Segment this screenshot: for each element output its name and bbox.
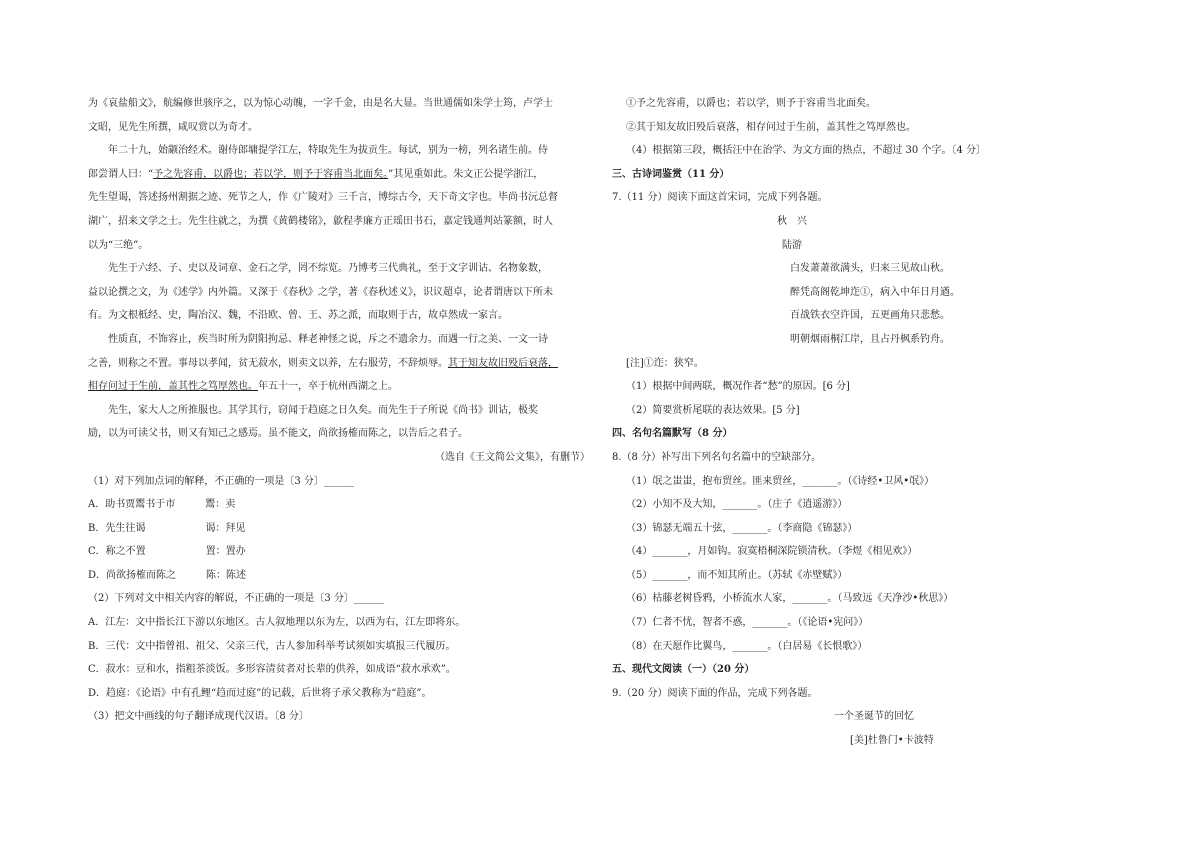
- question-7-2: （2）简要赏析尾联的表达效果。[5 分]: [626, 404, 800, 416]
- question-2: （2）下列对文中相关内容的解说，不正确的一项是〔3 分〕______: [88, 593, 384, 605]
- question-7-1: （1）根据中间两联，概况作者“愁”的原因。[6 分]: [626, 381, 850, 393]
- passage-line: 先生于六经、子、史以及词章、金石之学，罔不综览。乃博考三代典礼，至于文字训诂、名物象数，: [108, 263, 548, 275]
- passage-line: 为《哀盐船文》，航编修世骇序之，以为惊心动魄，一字千金，由是名大显。当世通儒如朱学士筠，卢学士: [88, 98, 553, 109]
- fill-blank-item: （8）在天愿作比翼鸟，_______。（白居易《长恨歌》）: [626, 640, 868, 652]
- poem-line: 明朝烟雨桐江岸，且占丹枫系钓舟。: [790, 333, 950, 345]
- underlined-sentence-1: 予之先容甫，以爵也；若以学，则予于容甫当北面矣。: [153, 168, 389, 180]
- option-c: C．菽水：豆和水，指粗茶淡饭。多形容清贫者对长辈的供养，如成语“菽水承欢”。: [88, 664, 456, 676]
- option-b: B．先生往谒 谒：拜见: [88, 522, 246, 534]
- poem-line: 白发萧萧欲满头，归来三见故山秋。: [790, 263, 950, 275]
- fill-blank-item: （6）枯藤老树昏鸦，小桥流水人家，_______。（马致远《天净沙•秋思》）: [626, 593, 954, 605]
- option-a: A．助书贾鬻书于市 鬻：卖: [88, 499, 236, 511]
- translation-item-2: ②其于知友故旧殁后衰落，相存问过于生前，盖其性之笃厚然也。: [626, 121, 916, 133]
- poem-line: 醉凭高阁乾坤迮①，病入中年日月遒。: [790, 286, 960, 298]
- passage-line: [88, 352, 590, 376]
- passage-line: 益以论撰之文，为《述学》内外篇。又深于《春秋》之学，著《春秋述义》，识议超卓，论者谓唐以下所未: [88, 286, 553, 298]
- poem-line: 百战铁衣空许国，五更画角只悲愁。: [790, 310, 950, 322]
- question-8: 8.（8 分）补写出下列名句名篇中的空缺部分。: [612, 451, 822, 463]
- passage-line: 年二十九，始颛治经术。谢侍郎墉提学江左，特取先生为拔贡生。每试，别为一榜，列名诸生前。侍: [108, 145, 548, 157]
- fill-blank-item: （7）仁者不忧，智者不惑，_______。（《论语•宪问》）: [626, 617, 869, 629]
- question-1: （1）对下列加点词的解释，不正确的一项是〔3 分〕______: [88, 475, 354, 487]
- passage-line: 有。为文根柢经、史，陶冶汉、魏，不沿欧、曾、王、苏之派，而取则于古，故卓然成一家言。: [88, 310, 508, 322]
- poem-title: 秋 兴: [777, 215, 807, 227]
- fill-blank-item: （2）小知不及大知，_______。（庄子《逍遥游》）: [626, 499, 848, 511]
- right-column: [612, 92, 986, 753]
- passage-text: 郎尝谓人曰：“: [88, 168, 154, 180]
- section-heading-recitation: 四、名句名篇默写（8 分）: [612, 428, 733, 440]
- question-7: 7.（11 分）阅读下面这首宋词，完成下列各题。: [612, 192, 828, 204]
- passage-text: 之善，则称之不置。事母以孝闻，贫无菽水，则卖文以养，左右服劳，不辞烦辱。: [88, 357, 448, 369]
- question-3: （3）把文中画线的句子翻译成现代汉语。〔8 分〕: [88, 711, 309, 723]
- underlined-sentence-2: 其于知友故旧殁后衰落，: [448, 357, 558, 369]
- passage-text: 年五十一，卒于杭州西湖之上。: [258, 381, 398, 393]
- option-d: D．趋庭：《论语》中有孔鲤“趋而过庭”的记载，后世将子承父教称为“趋庭”。: [88, 687, 432, 699]
- fill-blank-item: （3）锦瑟无端五十弦，_______。（李商隐《锦瑟》）: [626, 522, 858, 534]
- poem-author: 陆游: [782, 239, 802, 251]
- passage-line: [88, 163, 590, 187]
- passage-line: [88, 375, 590, 399]
- fill-blank-item: （1）氓之蚩蚩，抱布贸丝。匪来贸丝，_______。（《诗经•卫风•氓》）: [626, 475, 935, 487]
- passage-line: 以为“三绝”。: [88, 239, 149, 251]
- section-heading-modern-reading: 五、现代文阅读（一）（20 分）: [612, 664, 755, 676]
- story-title: 一个圣诞节的回忆: [834, 711, 914, 723]
- story-author: [美]杜鲁门•卡波特: [850, 735, 934, 747]
- translation-item-1: ①予之先容甫，以爵也；若以学，则予于容甫当北面矣。: [626, 98, 876, 109]
- passage-line: 励，以为可读父书，则又有知己之感焉。虽不能文，尚欲扬榷而陈之，以告后之君子。: [88, 428, 468, 440]
- section-heading-poetry: 三、古诗词鉴赏（11 分）: [612, 168, 730, 180]
- fill-blank-item: （5）_______，而不知其所止。（苏轼《赤壁赋》）: [626, 569, 848, 581]
- passage-line: 先生望谒，答述扬州割据之迹、死节之人，作《广陵对》三千言，博综古今，天下奇文字也。毕尚书沅总督: [88, 192, 558, 204]
- question-9: 9.（20 分）阅读下面的作品，完成下列各题。: [612, 687, 818, 699]
- fill-blank-item: （4）_______，月如钩。寂寞梧桐深院锁清秋。（李煜《相见欢》）: [626, 546, 918, 558]
- passage-line: 先生，家大人之所推服也。其学其行，窃闻于趋庭之日久矣。而先生于子所说《尚书》训诂，极奖: [108, 404, 538, 416]
- left-column: [88, 92, 590, 729]
- option-b: B．三代：文中指曾祖、祖父、父亲三代，古人参加科举考试须如实填报三代履历。: [88, 640, 456, 652]
- source-note: （选自《王文简公文集》，有删节）: [435, 451, 590, 463]
- option-a: A．江左：文中指长江下游以东地区。古人叙地理以东为左，以西为右，江左即将东。: [88, 617, 466, 629]
- poem-note: [注]①迮：狭窄。: [626, 357, 704, 369]
- underlined-sentence-2-cont: 相存问过于生前，盖其性之笃厚然也。: [88, 381, 258, 393]
- passage-text: ”其见重如此。朱文正公提学浙江，: [388, 168, 544, 180]
- option-d: D．尚欲扬榷而陈之 陈：陈述: [88, 569, 247, 581]
- question-4: （4）根据第三段，概括汪中在治学、为文方面的热点，不超过 30 个字。〔4 分〕: [626, 145, 986, 157]
- passage-line: 文昭，见先生所撰，咸叹赏以为奇才。: [88, 121, 258, 133]
- option-c: C．称之不置 置：置办: [88, 546, 246, 558]
- passage-line: 湖广，招来文学之士。先生往就之，为撰《黄鹤楼铭》，歙程孝廉方正瑶田书石，嘉定钱通判站篆额，时人: [88, 215, 553, 227]
- passage-line: 性质直，不饰容止，疾当时所为阴阳拘忌、释老神怪之说，斥之不遗余力。而遇一行之美、一文一诗: [108, 333, 548, 345]
